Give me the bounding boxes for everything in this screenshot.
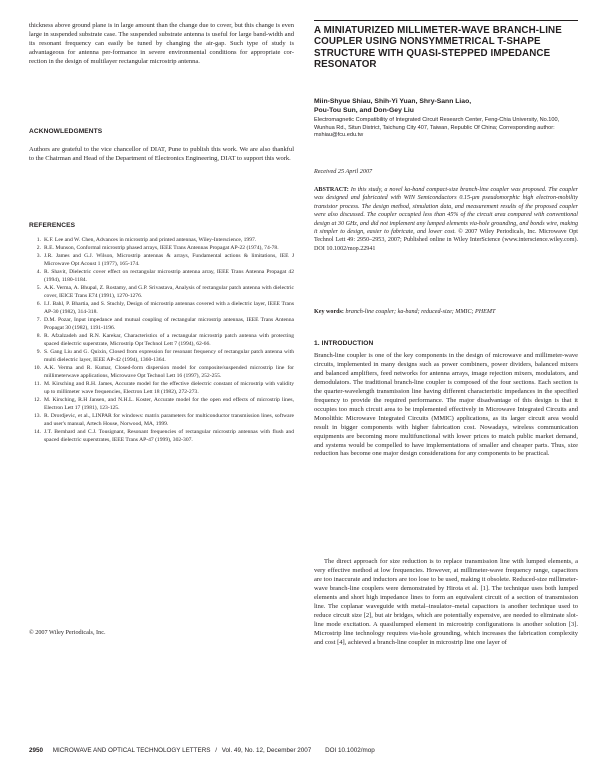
reference-text: K.F. Lee and W. Chen, Advances in microstrip and printed antennas, Wiley-Interscience, 1997. xyxy=(44,237,257,243)
reference-text: M. Kirsching, R.H Jansen, and N.H.L. Koster, Accurate model for the open end effects of microstrip lines, Electron Lett 17 (1981), 123-125. xyxy=(44,397,294,412)
authors-line-2: Pou-Tou Sun, and Don-Gey Liu xyxy=(314,107,414,114)
reference-number: 2. xyxy=(36,245,41,252)
reference-text: R. Shavit, Dielectric cover effect on rectangular microstrip antenna array, IEEE Trans Antenna Propagat 42 (1994), 1180-1184. xyxy=(44,269,294,284)
reference-text: A.K. Verma, A. Bhupal, Z. Rostamy, and G.P. Srivastava, Analysis of rectangular patch antenna with dielectric cover, IEICE Trans E74 (1991), 1270-1276. xyxy=(44,285,294,300)
reference-item xyxy=(29,381,294,397)
reference-text: S. Gang Liu and G. Quixin, Closed from expression for resonant frequency of rectangular patch antenna with multi dielectric layer, IEEE AP-42 (1994), 1360-1364. xyxy=(44,349,294,364)
reference-number: 12. xyxy=(34,397,41,404)
left-intro-paragraph: thickness above ground plane is in large amount than the change due to cover, but this change is even large in suspended substrate case. The suspended substrate antenna is useful for large band-width and its resonant frequency can easily be tuned by changing the air-gap. Such type of study is advantageous for antenna per-formance in severe environmental conditions for appropriate cor-rection in the design of multilayer rectangular microstrip antenna. xyxy=(29,22,294,66)
abstract-label: ABSTRACT: xyxy=(314,187,349,193)
introduction-heading: 1. INTRODUCTION xyxy=(314,340,374,347)
reference-number: 14. xyxy=(34,429,41,436)
reference-item xyxy=(29,413,294,429)
abstract-text: In this study, a novel ka-band compact-size branch-line coupler was proposed. The coupler was designed and fabricated with WIN Semiconductors 0.15-μm pseudomorphic high electron-mobility transistor process. The design method, simulation data, and measurement results of the proposed coupler were also discussed. The coupler occupied less than 45% of the circuit area compared with conventional design at 30 GHz, and did not implement any lumped elements via-hole grounding, and bonds wire, making it simpler to design, easier to fabricate, and lower cost. xyxy=(314,187,578,236)
reference-text: J.R. James and G.J. Wilson, Microstrip antennas & arrays, Fundamental actions & limitations, IEE J Microwave Opt Acoust 1 (1977), 165-174. xyxy=(44,253,294,268)
footer-doi: DOI 10.1002/mop xyxy=(325,747,375,754)
reference-text: D.M. Pozar, Input impedance and mutual coupling of rectangular microstrip antennas, IEEE Trans Antenna Propagat 30 (1982), 1191-1196. xyxy=(44,317,294,332)
affiliation: Electromagnetic Compatibility of Integrated Circuit Research Center, Feng-Chia University, No.100, Wunhua Rd., Situn District, Taichung City 407, Taiwan, Republic Of China; Corresponding author: mshiau@fcu.edu.tw xyxy=(314,117,560,139)
references-heading: REFERENCES xyxy=(29,222,76,229)
abstract-tail: © 2007 Wiley Periodicals, Inc. Microwave Opt Technol Lett 49: 2950–2953, 2007; Published online in Wiley InterScience (www.interscience.wiley.com). DOI 10.1002/mop.22941 xyxy=(314,229,578,252)
page-number: 2950 xyxy=(29,747,44,754)
reference-item xyxy=(29,253,294,269)
authors-line-1: Miin-Shyue Shiau, Shih-Yi Yuan, Shry-Sann Liao, xyxy=(314,98,472,105)
left-copyright: © 2007 Wiley Periodicals, Inc. xyxy=(29,629,106,636)
reference-number: 10. xyxy=(34,365,41,372)
abstract xyxy=(314,186,578,253)
reference-number: 7. xyxy=(36,317,41,324)
article-title: A MINIATURIZED MILLIMETER-WAVE BRANCH-LINE COUPLER USING NONSYMMETRICAL T-SHAPE STRUCTURE WITH QUASI-STEPPED IMPEDANCE RESONATOR xyxy=(314,25,562,71)
keywords-label: Key words: xyxy=(314,309,344,315)
intro-paragraph-1: Branch-line coupler is one of the key components in the design of microwave and millimeter-wave circuits, implemented in many designs such as power combiners, power dividers, balanced mixers and balanced amplifiers, feed networks for antenna arrays, image rejection mixers, modulators, and demodulators. The traditional branch-line coupler is composed of the four sections. Each section is the quarter-wavelength transmission line having different characteristic impedances in the specified frequency to provide the required performance. The major disadvantage of this design is that it occupies too much circuit area to be implemented effectively in Microwave Integrated Circuits and Monolithic Microwave Integrated Circuits (MMIC) applications, as its larger circuit area would result in bigger components with higher fabrication cost. Nowadays, wireless communication equipments are becoming more multifunctional with lower prices to match public market demand, and systems would be compelled to have implementations of smaller and cheaper parts. Thus, size reduction has become one major design considerations for any components to be practical. xyxy=(314,352,578,458)
reference-number: 1. xyxy=(36,237,41,243)
reference-item xyxy=(29,245,294,253)
reference-item xyxy=(29,301,294,317)
reference-number: 9. xyxy=(36,349,41,356)
reference-item xyxy=(29,365,294,381)
reference-item xyxy=(29,349,294,365)
reference-number: 3. xyxy=(36,253,41,260)
acknowledgments-heading: ACKNOWLEDGMENTS xyxy=(29,128,103,135)
reference-number: 8. xyxy=(36,333,41,340)
title-rule xyxy=(314,20,578,21)
reference-text: R. Drordjevic, et al., LINPAR for windows: matrix parameters for multiconductor transmission lines, software and user's manual, Artech House, Norwood, MA, 1999. xyxy=(44,413,294,428)
journal-name: MICROWAVE AND OPTICAL TECHNOLOGY LETTERS xyxy=(52,747,211,754)
reference-number: 11. xyxy=(34,381,41,388)
reference-text: A.K. Verma and R. Kumar, Closed-form dispersion model for composite/suspended microstrip line for millimeterwave applications, Microwave Opt Technol Lett 16 (1997), 252-255. xyxy=(44,365,294,380)
reference-item xyxy=(29,397,294,413)
reference-text: I.J. Bahl, P. Bhartia, and S. Stuchly, Design of microstrip antennas covered with a dielectric layer, IEEE Trans AP-30 (1982), 314-318. xyxy=(44,301,294,316)
reference-item xyxy=(29,237,294,245)
reference-text: R.E. Munson, Conformal microstrip phased arrays, IEEE Trans Antennas Propagat AP-22 (1974), 74-78. xyxy=(44,245,279,252)
reference-number: 6. xyxy=(36,301,41,308)
received-date: Received 25 April 2007 xyxy=(314,168,373,175)
reference-item xyxy=(29,317,294,333)
reference-number: 4. xyxy=(36,269,41,276)
reference-item xyxy=(29,269,294,285)
reference-text: M. Kirsching and R.H. James, Accurate model for the effective dielectric constant of microstrip with validity up to millimeter wave frequencies, Electron Lett 18 (1982), 272-273. xyxy=(44,381,294,396)
page-footer xyxy=(29,747,578,754)
reference-number: 5. xyxy=(36,285,41,292)
keywords xyxy=(314,308,578,316)
reference-item xyxy=(29,333,294,349)
keywords-text: branch-line coupler; ka-band; reduced-size; MMIC; PHEMT xyxy=(343,309,496,315)
references-list xyxy=(29,237,294,445)
acknowledgments-text: Authors are grateful to the vice chancellor of DIAT, Pune to publish this work. We are also thankful to the Chairman and Head of the Department of Electronics Engineering, DIAT to support this work. xyxy=(29,146,294,163)
reference-number: 13. xyxy=(34,413,41,420)
reference-item xyxy=(29,429,294,445)
journal-volume: Vol. 49, No. 12, December 2007 xyxy=(221,747,312,754)
reference-text: J.T. Bernhard and C.J. Tousignant, Resonant frequencies of rectangular microstrip antennas with flush and spaced dielectric superstrates, IEEE Trans AP-47 (1999), 302-307. xyxy=(44,429,294,444)
footer-separator: / xyxy=(215,747,217,754)
reference-text: R. Afzalzadeh and R.N. Karekar, Characteristics of a rectangular microstrip patch antenna with protecting spaced dielectric superstrate, Microstrip Opt Technol Lett 7 (1994), 62-66. xyxy=(44,333,294,348)
reference-item xyxy=(29,285,294,301)
intro-paragraph-2: The direct approach for size reduction is to replace transmission line with lumped elements, a very effective method at low frequencies. However, at millimeter-wave frequency range, capacitors are too inaccurate and inductors are too lose to be used, making it obsolete. Reduced-size millimeter-wave branch-line couplers were demonstrated by Hirota et al. [1]. The technique uses both lumped elements and short high impedance lines to form an equivalent circuit of a section of transmission line. The coplanar waveguide with metal–insulator–metal capacitors is another technique used to reduce circuit size [2], but air bridges, which are potentially expensive, are needed to eliminate slot-line mode excitation. A quasilumped element in microstrip configurations is another solution [3]. Microstrip line technology requires via-hole grounding, which increases the fabrication complexity and cost [4], achieved a branch-line coupler in microstrip line one layer of xyxy=(314,558,578,646)
